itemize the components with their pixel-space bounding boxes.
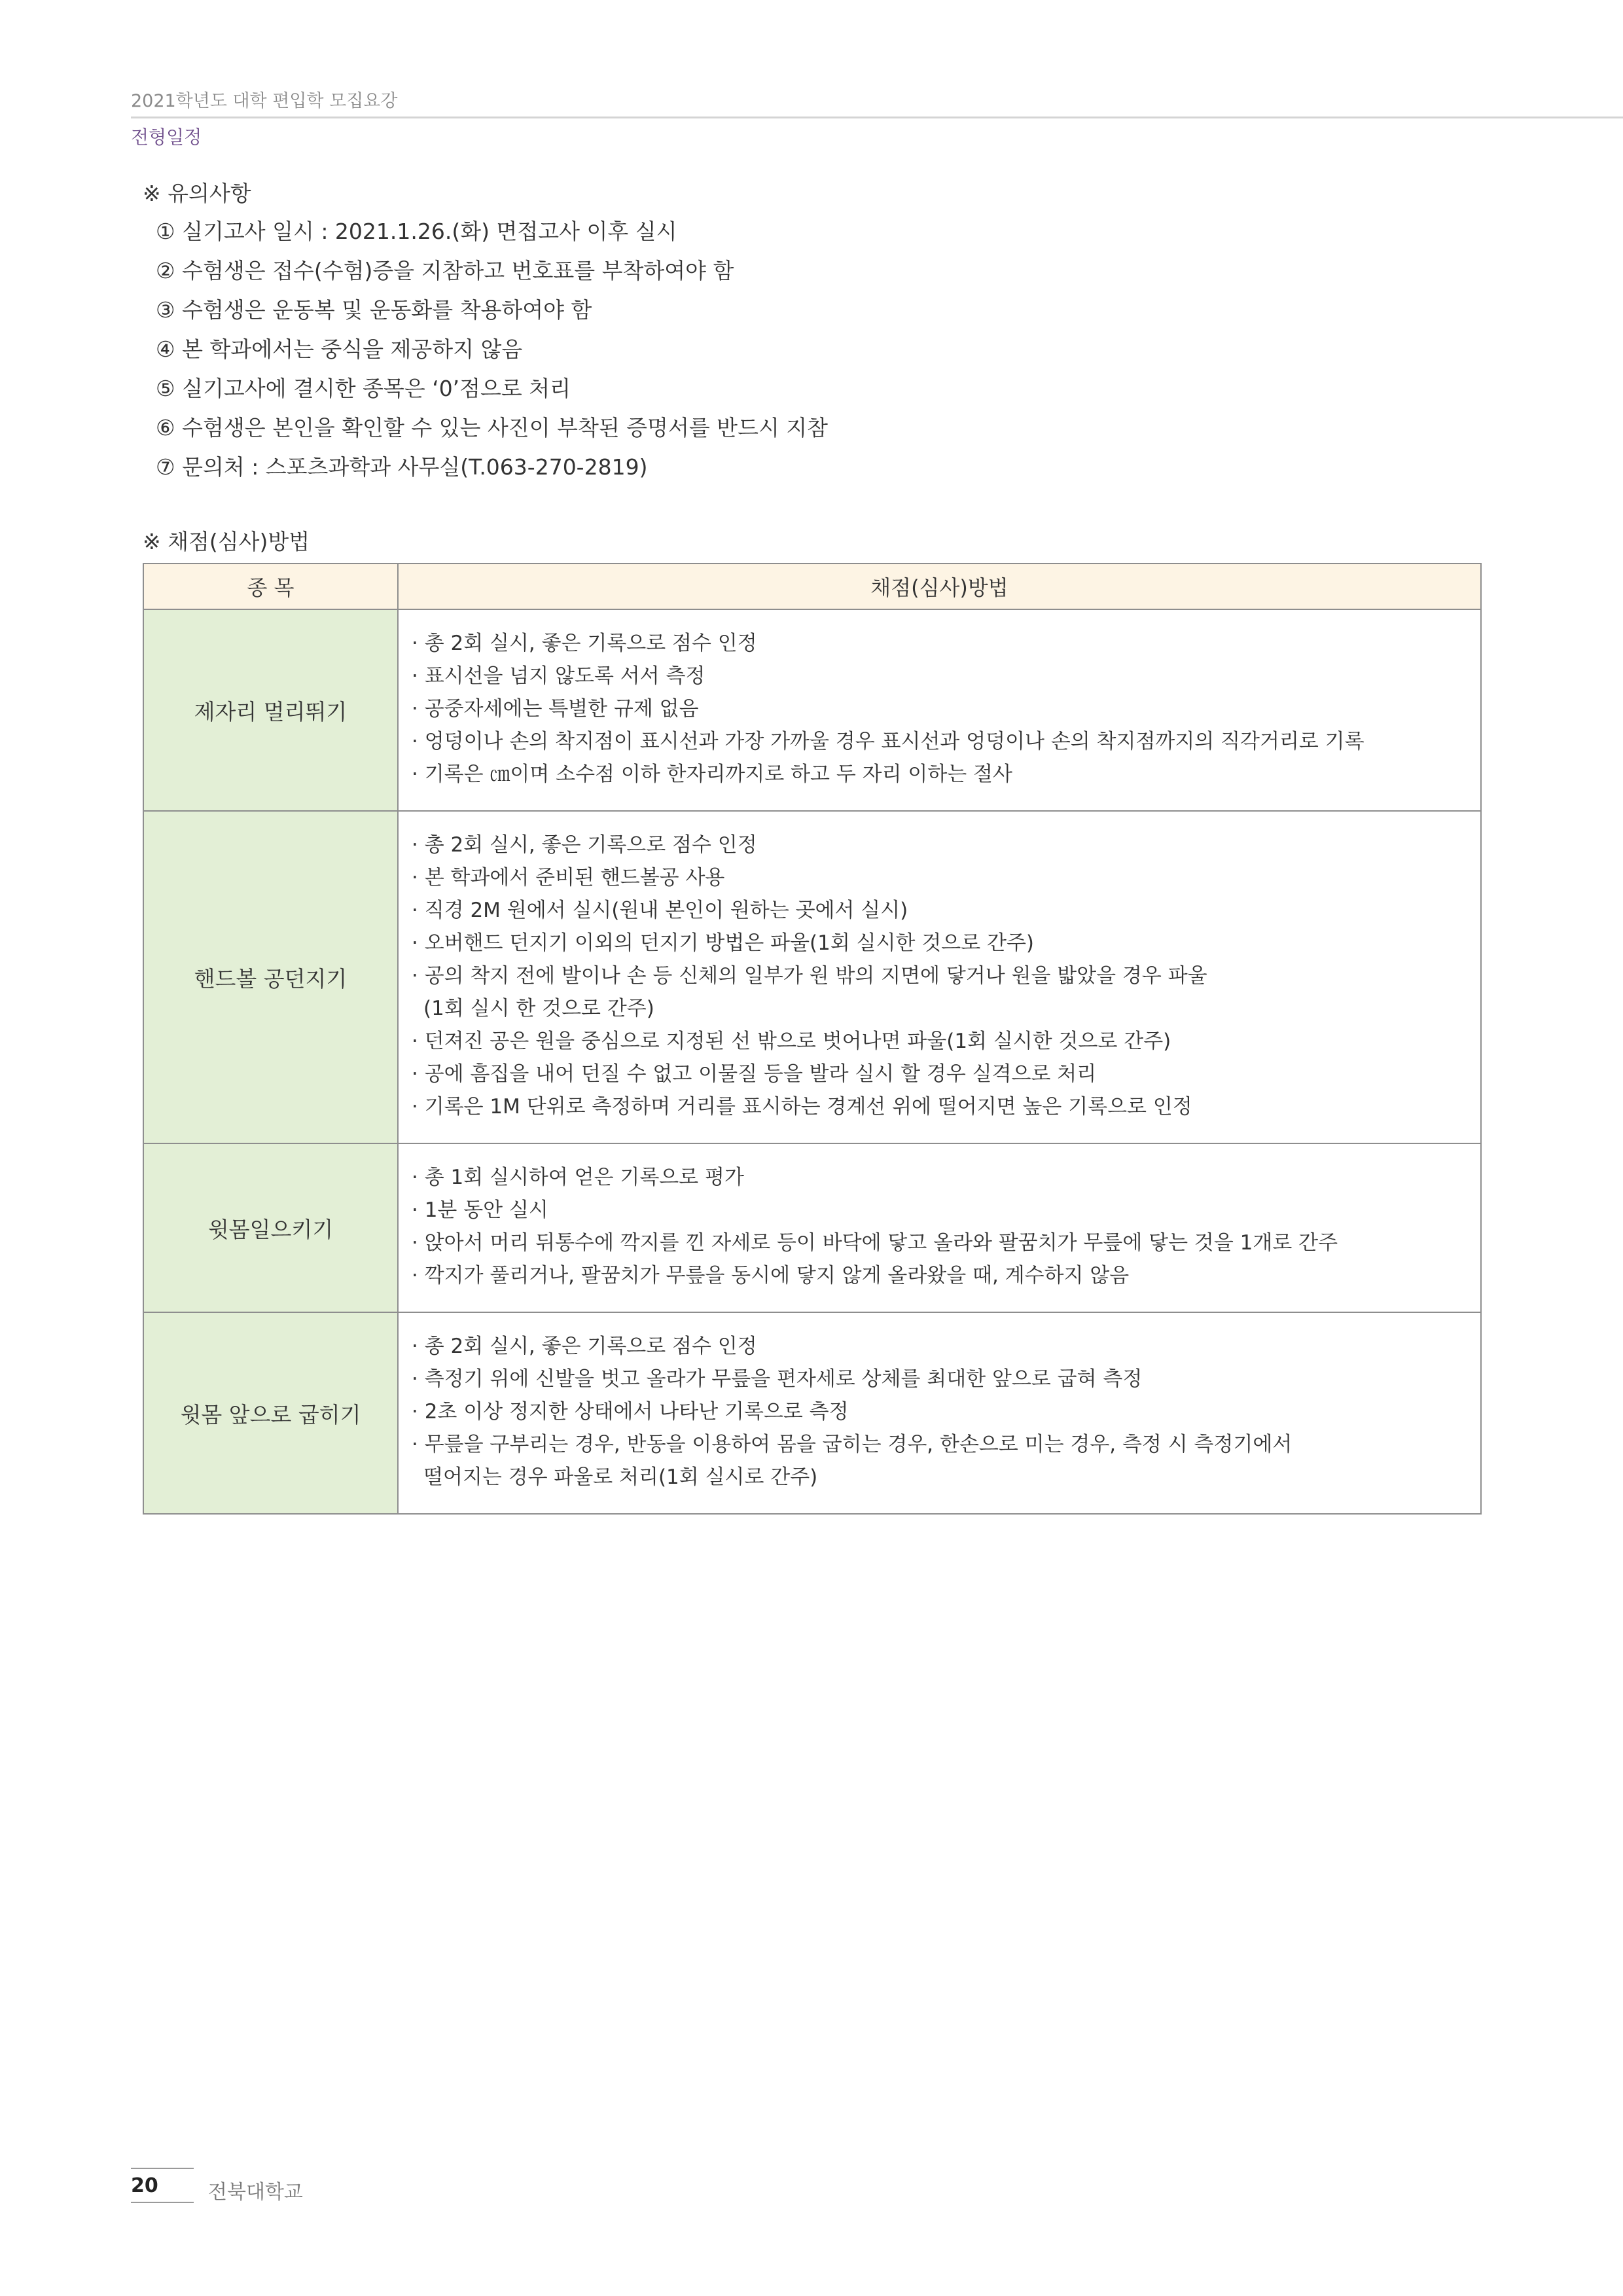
method-cell [398,1312,1481,1514]
event-name: 윗몸 앞으로 굽히기 [143,1312,398,1514]
event-name: 제자리 멀리뛰기 [143,609,398,811]
note-item: ④ 본 학과에서는 중식을 제공하지 않음 [156,336,523,362]
table-row [143,1143,1481,1312]
method-line-continuation: (1회 실시 한 것으로 간주) [423,997,654,1020]
note-item: ⑦ 문의처 : 스포츠과학과 사무실(T.063-270-2819) [156,454,648,480]
method-line: · 본 학과에서 준비된 핸드볼공 사용 [412,866,725,889]
event-name: 핸드볼 공던지기 [143,811,398,1143]
scoring-table [143,563,1482,1515]
method-line: · 엉덩이나 손의 착지점이 표시선과 가장 가까울 경우 표시선과 엉덩이나 손의 착지점까지의 직각거리로 기록 [412,730,1364,753]
table-row [143,609,1481,811]
method-line: · 총 2회 실시, 좋은 기록으로 점수 인정 [412,1335,757,1358]
column-header-event: 종 목 [143,564,398,609]
method-line: · 공중자세에는 특별한 규제 없음 [412,697,699,721]
method-line: · 기록은 ㎝이며 소수점 이하 한자리까지로 하고 두 자리 이하는 절사 [412,762,1012,786]
scoring-heading: ※ 채점(심사)방법 [143,529,310,554]
method-line: · 총 2회 실시, 좋은 기록으로 점수 인정 [412,833,757,857]
section-title: 전형일정 [131,126,202,148]
method-line: · 총 1회 실시하여 얻은 기록으로 평가 [412,1166,744,1189]
method-cell [398,1143,1481,1312]
note-item: ⑤ 실기고사에 결시한 종목은 ‘0’점으로 처리 [156,376,571,401]
method-cell [398,609,1481,811]
note-item: ② 수험생은 접수(수험)증을 지참하고 번호표를 부착하여야 함 [156,258,734,283]
page-number-bottom-rule [131,2202,194,2203]
document-title: 2021학년도 대학 편입학 모집요강 [131,91,398,111]
method-line: · 표시선을 넘지 않도록 서서 측정 [412,664,705,688]
method-line: · 던져진 공은 원을 중심으로 지정된 선 밖으로 벗어나면 파울(1회 실시한 것으로 간주) [412,1030,1171,1053]
page-number: 20 [131,2174,158,2197]
method-line: · 앉아서 머리 뒤통수에 깍지를 낀 자세로 등이 바닥에 닿고 올라와 팔꿈치가 무릎에 닿는 것을 1개로 간주 [412,1231,1338,1255]
method-line-continuation: 떨어지는 경우 파울로 처리(1회 실시로 간주) [423,1465,818,1489]
method-line: · 측정기 위에 신발을 벗고 올라가 무릎을 편자세로 상체를 최대한 앞으로 굽혀 측정 [412,1367,1143,1391]
event-name: 윗몸일으키기 [143,1143,398,1312]
method-line: · 공에 흠집을 내어 던질 수 없고 이물질 등을 발라 실시 할 경우 실격으로 처리 [412,1062,1097,1086]
method-line: · 1분 동안 실시 [412,1198,548,1222]
table-header-row [143,564,1481,609]
table-row [143,1312,1481,1514]
note-item: ⑥ 수험생은 본인을 확인할 수 있는 사진이 부착된 증명서를 반드시 지참 [156,415,829,440]
method-line: · 총 2회 실시, 좋은 기록으로 점수 인정 [412,632,757,655]
method-line: · 직경 2M 원에서 실시(원내 본인이 원하는 곳에서 실시) [412,899,908,922]
method-line: · 깍지가 풀리거나, 팔꿈치가 무릎을 동시에 닿지 않게 올라왔을 때, 계수하지 않음 [412,1264,1130,1287]
method-cell [398,811,1481,1143]
table-row [143,811,1481,1143]
method-line: · 오버핸드 던지기 이외의 던지기 방법은 파울(1회 실시한 것으로 간주) [412,931,1034,955]
column-header-method: 채점(심사)방법 [398,564,1481,609]
note-item: ③ 수험생은 운동복 및 운동화를 착용하여야 함 [156,297,592,323]
notes-heading: ※ 유의사항 [143,181,251,206]
method-line: · 기록은 1M 단위로 측정하며 거리를 표시하는 경계선 위에 떨어지면 높은 기록으로 인정 [412,1095,1192,1119]
method-line: · 무릎을 구부리는 경우, 반동을 이용하여 몸을 굽히는 경우, 한손으로 미는 경우, 측정 시 측정기에서 [412,1433,1293,1456]
method-line: · 공의 착지 전에 발이나 손 등 신체의 일부가 원 밖의 지면에 닿거나 원을 밟았을 경우 파울 [412,964,1207,988]
page-number-top-rule [131,2168,194,2169]
footer-university-name: 전북대학교 [208,2181,303,2204]
note-item: ① 실기고사 일시 : 2021.1.26.(화) 면접고사 이후 실시 [156,219,677,244]
notes-section [143,175,828,487]
header-divider [131,117,1623,118]
method-line: · 2초 이상 정지한 상태에서 나타난 기록으로 측정 [412,1400,849,1424]
